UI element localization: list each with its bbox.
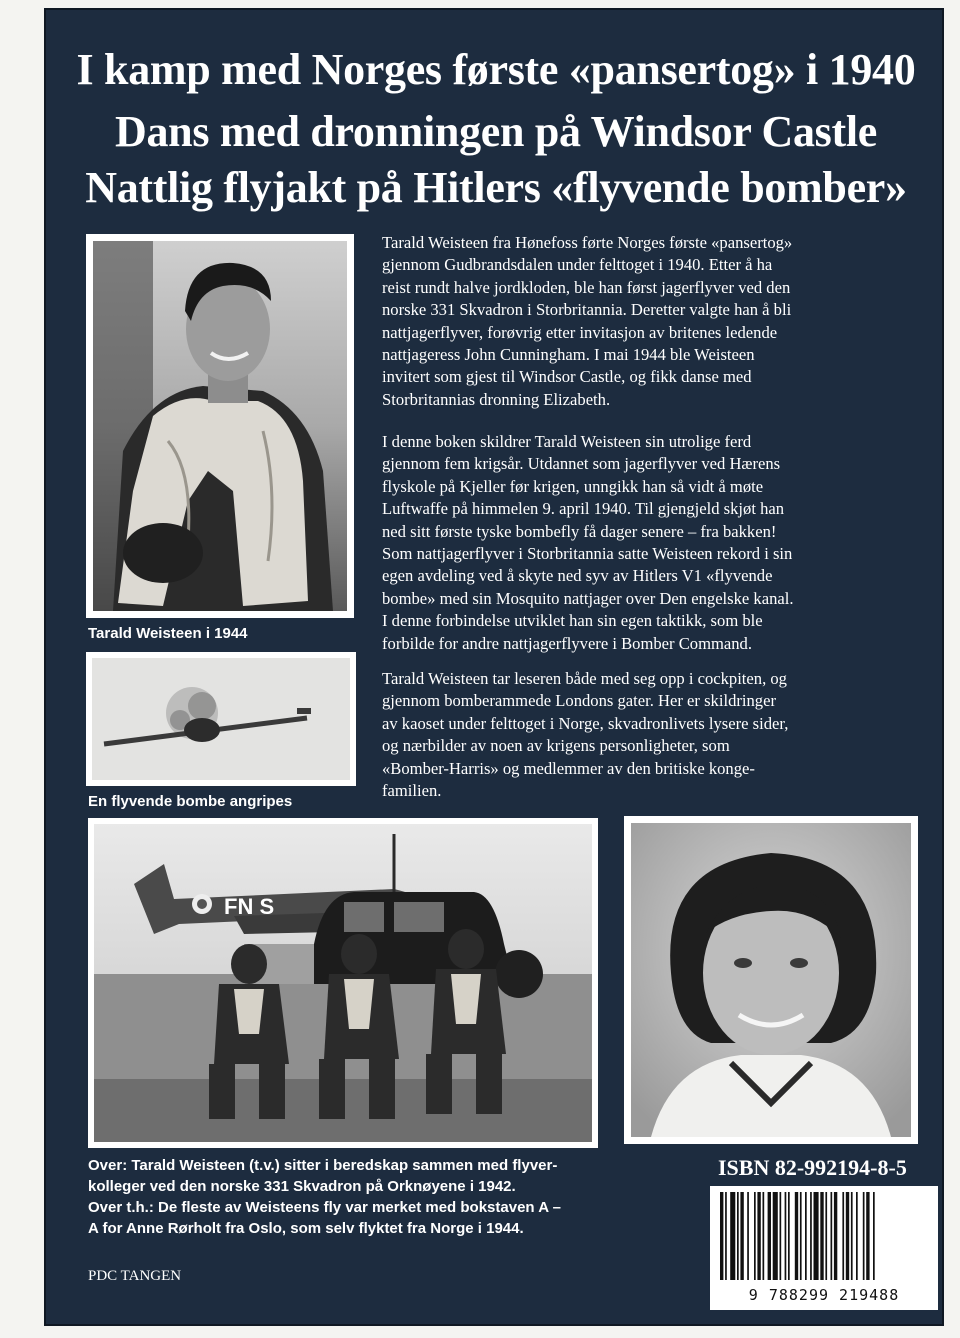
portrait-photo	[86, 234, 354, 618]
barcode-bars	[710, 1186, 938, 1286]
barcode-bar	[757, 1192, 760, 1280]
text-line: Tarald Weisteen fra Hønefoss førte Norges første «pansertog»	[382, 233, 793, 252]
squadron-image	[94, 824, 592, 1142]
barcode-bar	[720, 1192, 723, 1280]
text-line: bombe» med sin Mosquito nattjager over Den engelske kanal.	[382, 588, 794, 608]
text-line: I denne forbindelse utviklet han sin egen taktikk, som ble	[382, 611, 763, 631]
text-line: I denne boken skildrer Tarald Weisteen sin utrolige ferd	[382, 432, 752, 451]
text-line: flyskole på Kjeller før krigen, unngikk han så vidt å møte	[382, 476, 764, 496]
portrait-caption: Tarald Weisteen i 1944	[88, 625, 248, 642]
isbn-barcode	[710, 1186, 938, 1310]
barcode-bar	[785, 1192, 787, 1280]
text-line: Tarald Weisteen tar leseren både med seg opp i cockpiten, og	[382, 669, 787, 688]
barcode-bar	[863, 1192, 865, 1280]
flying-bomb-photo	[86, 652, 356, 786]
barcode-bar	[747, 1192, 749, 1280]
barcode-bar	[842, 1192, 844, 1280]
barcode-bar	[820, 1192, 823, 1280]
barcode-bar	[831, 1192, 833, 1280]
barcode-bar	[810, 1192, 812, 1280]
text-line: reist rundt halve jordkloden, ble han først jagerflyver ved den	[382, 277, 791, 297]
barcode-bar	[800, 1192, 802, 1280]
barcode-bar	[825, 1192, 827, 1280]
text-line: gjennom bomberammede Londons gater. Her er skildringer	[382, 691, 776, 711]
barcode-bar	[788, 1192, 790, 1280]
squadron-photo	[88, 818, 598, 1148]
text-line: Som nattjagerflyver i Storbritannia satte Weisteen rekord i sin	[382, 544, 793, 564]
text-line: gjennom Gudbrandsdalen under felttoget i 1940. Etter å ha	[382, 255, 773, 275]
barcode-bar	[851, 1192, 853, 1280]
text-line: av kaoset under felttoget i Norge, skvadronlivets lysere sider,	[382, 713, 789, 733]
text-line: ned sitt første tyske bombefly få dager senere – fra bakken!	[382, 521, 777, 541]
text-line: gjennom fem krigsår. Utdannet som jagerflyver ved Hærens	[382, 454, 781, 474]
woman-portrait-image	[631, 823, 911, 1137]
text-line: egen avdeling ved å skyte ned syv av Hitlers V1 «flyvende	[382, 566, 773, 586]
barcode-bar	[805, 1192, 807, 1280]
text-line: Storbritannias dronning Elizabeth.	[382, 389, 611, 409]
barcode-bar	[730, 1192, 735, 1280]
headline-1: I kamp med Norges første «pansertog» i 1940	[76, 45, 916, 94]
barcode-bar	[814, 1192, 819, 1280]
blurb-paragraph-1	[382, 232, 942, 411]
bottom-caption-line-2: kolleger ved den norske 331 Skvadron på Orknøyene i 1942.	[88, 1178, 516, 1195]
bottom-caption-line-1: Over: Tarald Weisteen (t.v.) sitter i beredskap sammen med flyver-	[88, 1157, 558, 1174]
text-line: og nærbilder av noen av krigens personligheter, som	[382, 736, 730, 756]
text-line: Luftwaffe på himmelen 9. april 1940. Til gjengjeld skjøt han	[382, 499, 785, 519]
barcode-bar	[856, 1192, 858, 1280]
barcode-bar	[795, 1192, 798, 1280]
blurb-paragraph-3	[382, 668, 942, 802]
barcode-bar	[846, 1192, 849, 1280]
text-line: norske 331 Skvadron i Storbritannia. Deretter valgte han å bli	[382, 300, 792, 320]
barcode-bar	[737, 1192, 739, 1280]
barcode-bar	[834, 1192, 837, 1280]
publisher-name: PDC TANGEN	[88, 1268, 182, 1284]
barcode-digits: 9 788299 219488	[748, 1286, 900, 1304]
headline-3: Nattlig flyjakt på Hitlers «flyvende bomber»	[85, 163, 907, 212]
barcode-bar	[873, 1192, 875, 1280]
headline-2: Dans med dronningen på Windsor Castle	[115, 107, 877, 156]
bottom-caption-line-3: Over t.h.: De fleste av Weisteens fly var merket med bokstaven A –	[88, 1199, 561, 1216]
barcode-bar	[725, 1192, 727, 1280]
text-line: nattjageress John Cunningham. I mai 1944 ble Weisteen	[382, 345, 755, 365]
barcode-bar	[773, 1192, 778, 1280]
text-line: familien.	[382, 781, 442, 801]
flying-bomb-caption: En flyvende bombe angripes	[88, 793, 293, 810]
barcode-bar	[763, 1192, 765, 1280]
barcode-bar	[768, 1192, 771, 1280]
flying-bomb-image	[92, 658, 350, 780]
text-line: forbilde for andre nattjagerflyvere i Bomber Command.	[382, 633, 753, 653]
book-back-cover	[44, 8, 944, 1326]
text-line: invitert som gjest til Windsor Castle, og fikk danse med	[382, 367, 752, 387]
blurb-paragraph-2	[382, 431, 942, 655]
barcode-bar	[754, 1192, 756, 1280]
barcode-bar	[740, 1192, 743, 1280]
anne-rorholt-photo	[624, 816, 918, 1144]
barcode-bar	[780, 1192, 782, 1280]
isbn-number: ISBN 82-992194-8-5	[718, 1155, 907, 1180]
portrait-image	[93, 241, 347, 611]
barcode-bar	[866, 1192, 869, 1280]
text-line: nattjagerflyver, forøvrig etter invitasjon av britenes ledende	[382, 322, 778, 342]
text-line: «Bomber-Harris» og medlemmer av den britiske konge-	[382, 758, 755, 778]
bottom-caption-line-4: A for Anne Rørholt fra Oslo, som selv flyktet fra Norge i 1944.	[88, 1220, 524, 1237]
aircraft-marking: FN S	[224, 894, 275, 919]
